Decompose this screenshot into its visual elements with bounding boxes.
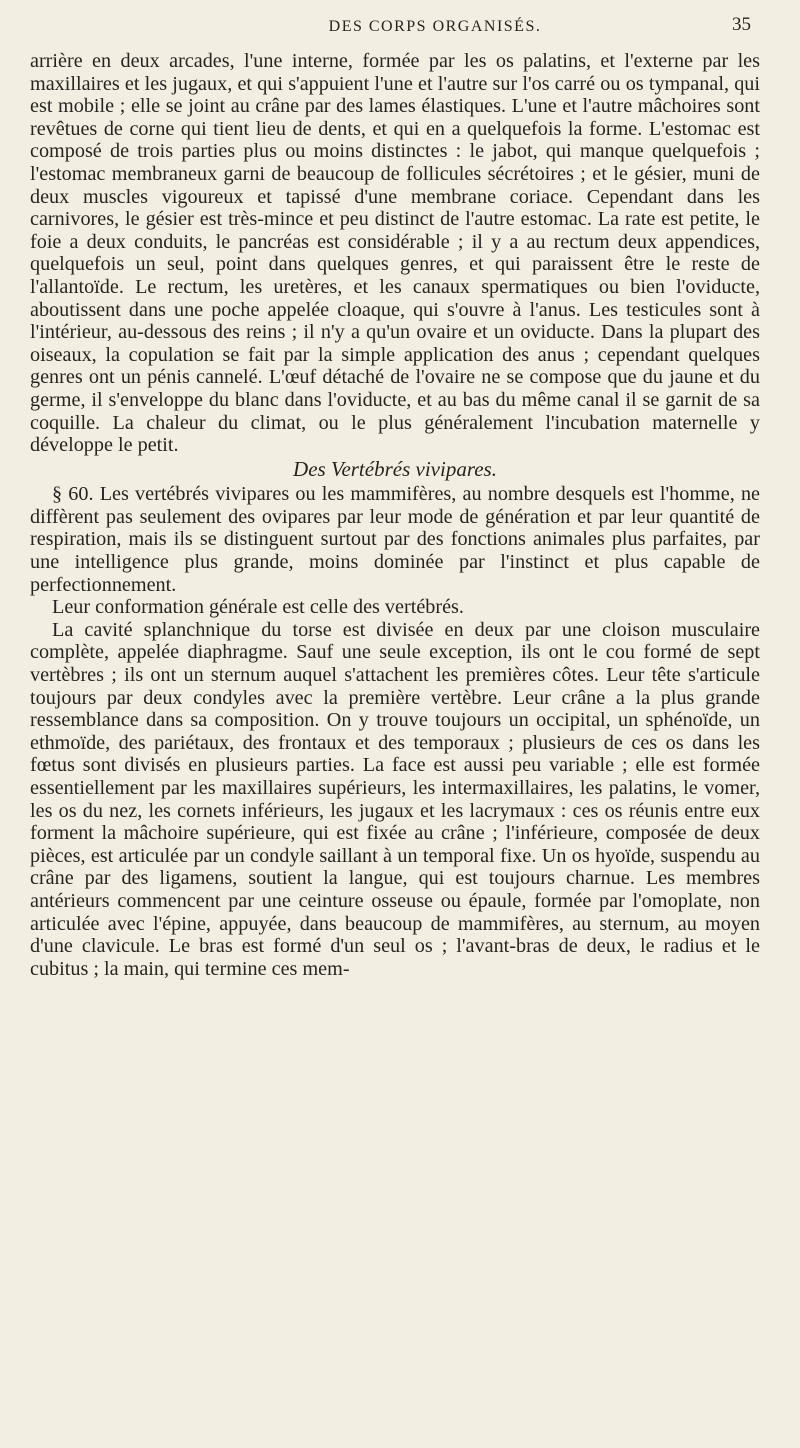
paragraph-3: Leur conformation générale est celle des vertébrés. bbox=[52, 596, 464, 619]
running-head: DES CORPS ORGANISÉS. bbox=[328, 18, 542, 35]
page-number: 35 bbox=[732, 14, 751, 35]
section-title: Des Vertébrés vivipares. bbox=[293, 456, 497, 481]
paragraph-1: arrière en deux arcades, l'une interne, formée par les os palatins, et l'externe par les maxillaires et les jugaux, et qui s'appuient l'une et l'autre sur l'os carré ou os tympanal, qui est mobile ; elle se joint au crâne par des lames élastiques. L'une et l'autre mâchoires sont revêtues de corne qui tient lieu de dents, et qui en a quelquefois la forme. L'estomac est composé de trois parties plus ou moins distinctes : le jabot, qui manque quelquefois ; l'estomac membraneux garni de beaucoup de follicules sécrétoires ; et le gésier, muni de deux muscles vigoureux et tapissé d'une membrane coriace. Cependant dans les carnivores, le gésier est très-mince et peu distinct de l'autre estomac. La rate est petite, le foie a deux conduits, le pancréas est considérable ; il y a au rectum deux appendices, quelquefois un seul, point dans quelques genres, et qui paraissent être le reste de l'allantoïde. Le rectum, les uretères, et les canaux spermatiques ou bien l'oviducte, aboutissent dans une poche appelée cloaque, qui s'ouvre à l'anus. Les testicules sont à l'intérieur, au-dessous des reins ; il n'y a qu'un ovaire et un oviducte. Dans la plupart des oiseaux, la copulation se fait par la simple application des anus ; cependant quelques genres ont un pénis cannelé. L'œuf détaché de l'ovaire ne se compose que du jaune et du germe, il s'enveloppe du blanc dans l'oviducte, et au bas du même canal il se garnit de sa coquille. La chaleur du climat, ou le plus généralement l'incubation maternelle y développe le petit. bbox=[30, 50, 760, 457]
body-text bbox=[30, 50, 760, 980]
paragraph-2 bbox=[30, 483, 760, 596]
paragraph-2-text: Les vertébrés vivipares ou les mammifères, au nombre desquels est l'homme, ne diffèrent pas seulement des ovipares par leur mode de génération et par leur quantité de respiration, mais ils se distinguent surtout par des fonctions animales plus parfaites, par une intelligence plus grande, moins dominée par l'instinct et plus capable de perfectionnement. bbox=[30, 483, 761, 596]
paragraph-4: La cavité splanchnique du torse est divisée en deux par une cloison musculaire complète, appelée diaphragme. Sauf une seule exception, ils ont le cou formé de sept vertèbres ; ils ont un sternum auquel s'attachent les premières côtes. Leur tête s'articule toujours par deux condyles avec la première vertèbre. Leur crâne a la plus grande ressemblance dans sa composition. On y trouve toujours un occipital, un sphénoïde, un ethmoïde, des pariétaux, des frontaux et des temporaux ; plusieurs de ces os dans les fœtus sont divisés en plusieurs parties. La face est aussi peu variable ; elle est formée essentiellement par les maxillaires supérieurs, les intermaxillaires, les palatins, le vomer, les os du nez, les cornets inférieurs, les jugaux et les lacrymaux : ces os réunis entre eux forment la mâchoire supérieure, qui est fixée au crâne ; l'inférieure, composée de deux pièces, est articulée par un condyle saillant à un temporal fixe. Un os hyoïde, suspendu au crâne par des ligamens, soutient la langue, qui est toujours charnue. Les membres antérieurs commencent par une ceinture osseuse ou épaule, formée par l'omoplate, non articulée avec l'épine, appuyée, dans beaucoup de mammifères, au sternum, au moyen d'une clavicule. Le bras est formé d'un seul os ; l'avant-bras de deux, le radius et le cubitus ; la main, qui termine ces mem- bbox=[30, 618, 760, 980]
section-mark: § 60. bbox=[52, 483, 94, 506]
